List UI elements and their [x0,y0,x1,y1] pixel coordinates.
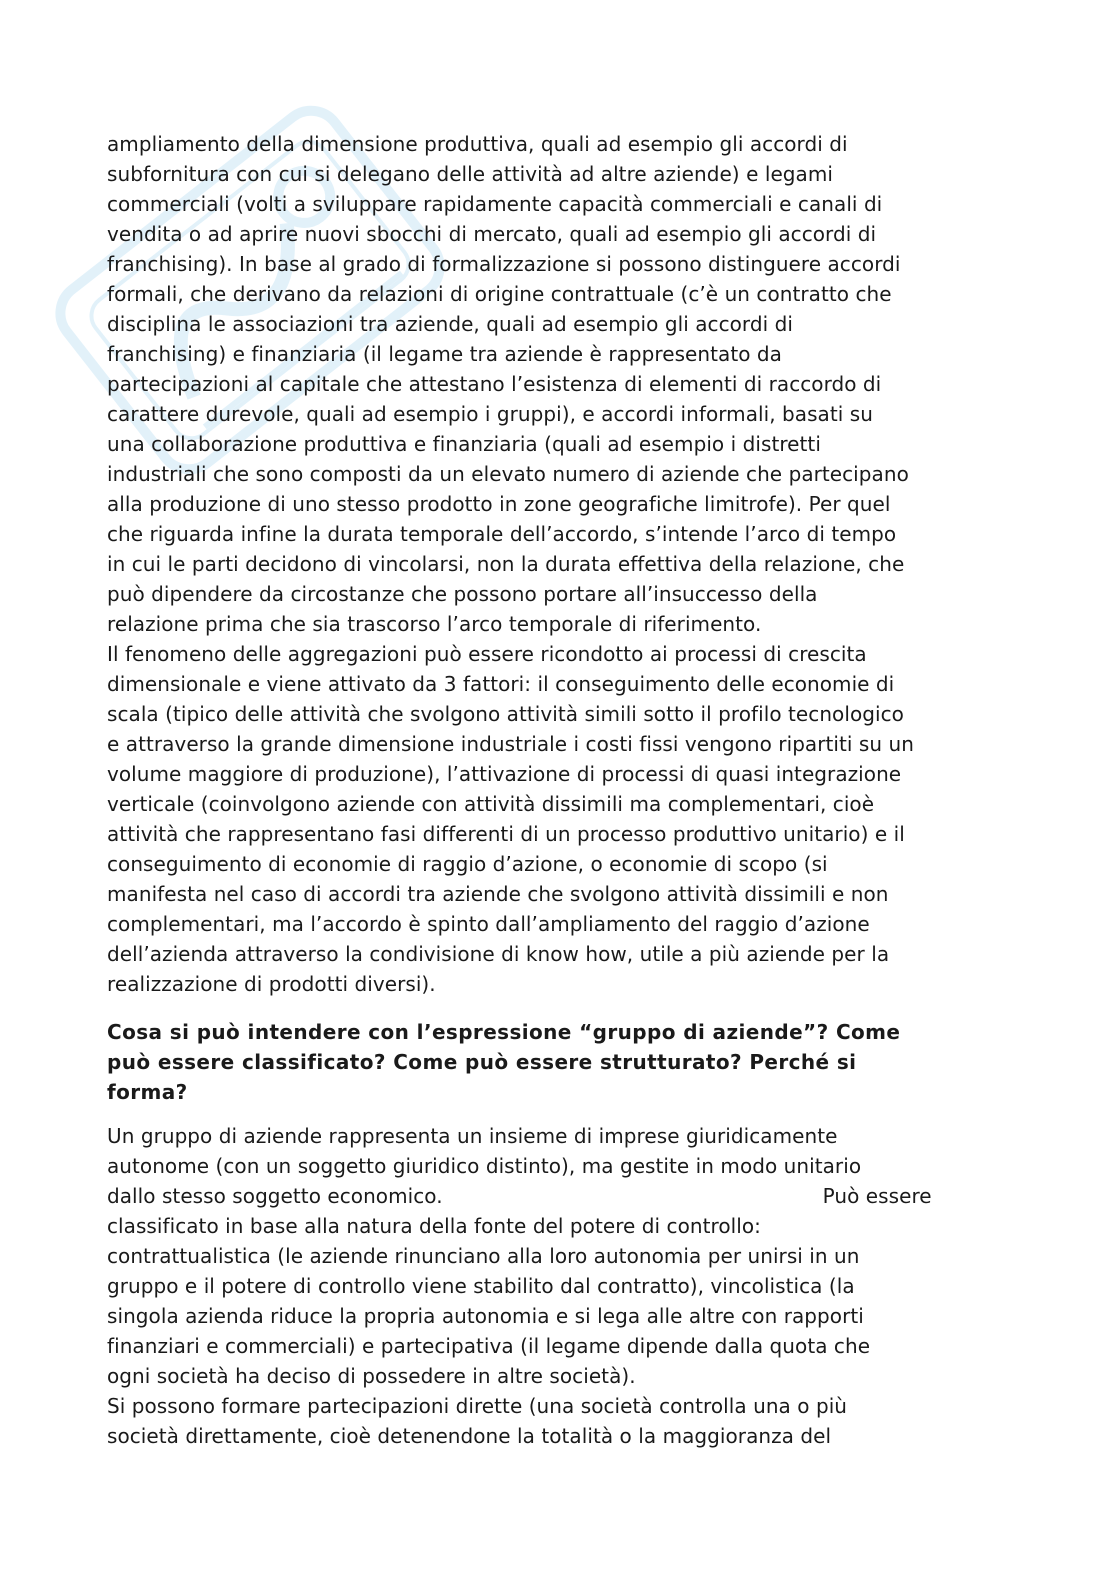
text-line: società direttamente, cioè detenendone la totalità o la maggioranza del [107,1424,832,1448]
section-heading [107,1017,1017,1107]
text-line: gruppo e il potere di controllo viene stabilito dal contratto), vincolistica (la [107,1274,855,1298]
text-line: ogni società ha deciso di possedere in altre società). [107,1364,636,1388]
text-line: finanziari e commerciali) e partecipativa (il legame dipende dalla quota che [107,1334,871,1358]
text-line: una collaborazione produttiva e finanziaria (quali ad esempio i distretti [107,432,821,456]
text-line: che riguarda infine la durata temporale dell’accordo, s’intende l’arco di tempo [107,522,897,546]
text-line: verticale (coinvolgono aziende con attività dissimili ma complementari, cioè [107,792,875,816]
text-line: contrattualistica (le aziende rinunciano alla loro autonomia per unirsi in un [107,1244,860,1268]
text-line: alla produzione di uno stesso prodotto in zone geografiche limitrofe). Per quel [107,492,891,516]
paragraph-block-intro [107,129,1017,999]
text-line: realizzazione di prodotti diversi). [107,972,436,996]
heading-line: può essere classificato? Come può essere strutturato? Perché si [107,1050,857,1074]
document-page [107,129,1017,1451]
text-line: complementari, ma l’accordo è spinto dall’ampliamento del raggio d’azione [107,912,870,936]
text-line: relazione prima che sia trascorso l’arco temporale di riferimento. [107,612,762,636]
text-line: singola azienda riduce la propria autonomia e si lega alle altre con rapporti [107,1304,864,1328]
text-segment-right: Può essere [822,1184,932,1208]
text-line: Si possono formare partecipazioni dirette (una società controlla una o più [107,1394,848,1418]
text-line: dimensionale e viene attivato da 3 fattori: il conseguimento delle economie di [107,672,895,696]
heading-line: forma? [107,1080,188,1104]
paragraph-block-gruppo [107,1121,1017,1451]
text-line: e attraverso la grande dimensione industriale i costi fissi vengono ripartiti su un [107,732,914,756]
text-line: formali, che derivano da relazioni di origine contrattuale (c’è un contratto che [107,282,892,306]
text-line: carattere durevole, quali ad esempio i gruppi), e accordi informali, basati su [107,402,873,426]
heading-line: Cosa si può intendere con l’espressione “gruppo di aziende”? Come [107,1020,901,1044]
text-line: commerciali (volti a sviluppare rapidamente capacità commerciali e canali di [107,192,883,216]
text-line: franchising) e finanziaria (il legame tra aziende è rappresentato da [107,342,782,366]
text-line: volume maggiore di produzione), l’attivazione di processi di quasi integrazione [107,762,902,786]
text-line: industriali che sono composti da un elevato numero di aziende che partecipano [107,462,909,486]
text-line: disciplina le associazioni tra aziende, quali ad esempio gli accordi di [107,312,793,336]
text-line: Il fenomeno delle aggregazioni può essere ricondotto ai processi di crescita [107,642,867,666]
text-segment-left: dallo stesso soggetto economico. [107,1184,443,1208]
text-line: franchising). In base al grado di formalizzazione si possono distinguere accordi [107,252,901,276]
text-line: in cui le parti decidono di vincolarsi, non la durata effettiva della relazione, che [107,552,905,576]
text-line: può dipendere da circostanze che possono portare all’insuccesso della [107,582,818,606]
text-line: manifesta nel caso di accordi tra aziende che svolgono attività dissimili e non [107,882,889,906]
text-line: conseguimento di economie di raggio d’azione, o economie di scopo (si [107,852,828,876]
text-line-split [107,1181,1017,1211]
text-line: dell’azienda attraverso la condivisione di know how, utile a più aziende per la [107,942,890,966]
text-line: partecipazioni al capitale che attestano l’esistenza di elementi di raccordo di [107,372,882,396]
text-line: vendita o ad aprire nuovi sbocchi di mercato, quali ad esempio gli accordi di [107,222,877,246]
text-line: scala (tipico delle attività che svolgono attività simili sotto il profilo tecnologico [107,702,904,726]
text-line: autonome (con un soggetto giuridico distinto), ma gestite in modo unitario [107,1154,862,1178]
text-line: ampliamento della dimensione produttiva, quali ad esempio gli accordi di [107,132,848,156]
text-line: attività che rappresentano fasi differenti di un processo produttivo unitario) e il [107,822,905,846]
text-line: classificato in base alla natura della fonte del potere di controllo: [107,1214,761,1238]
text-line: subfornitura con cui si delegano delle attività ad altre aziende) e legami [107,162,833,186]
text-line: Un gruppo di aziende rappresenta un insieme di imprese giuridicamente [107,1124,838,1148]
